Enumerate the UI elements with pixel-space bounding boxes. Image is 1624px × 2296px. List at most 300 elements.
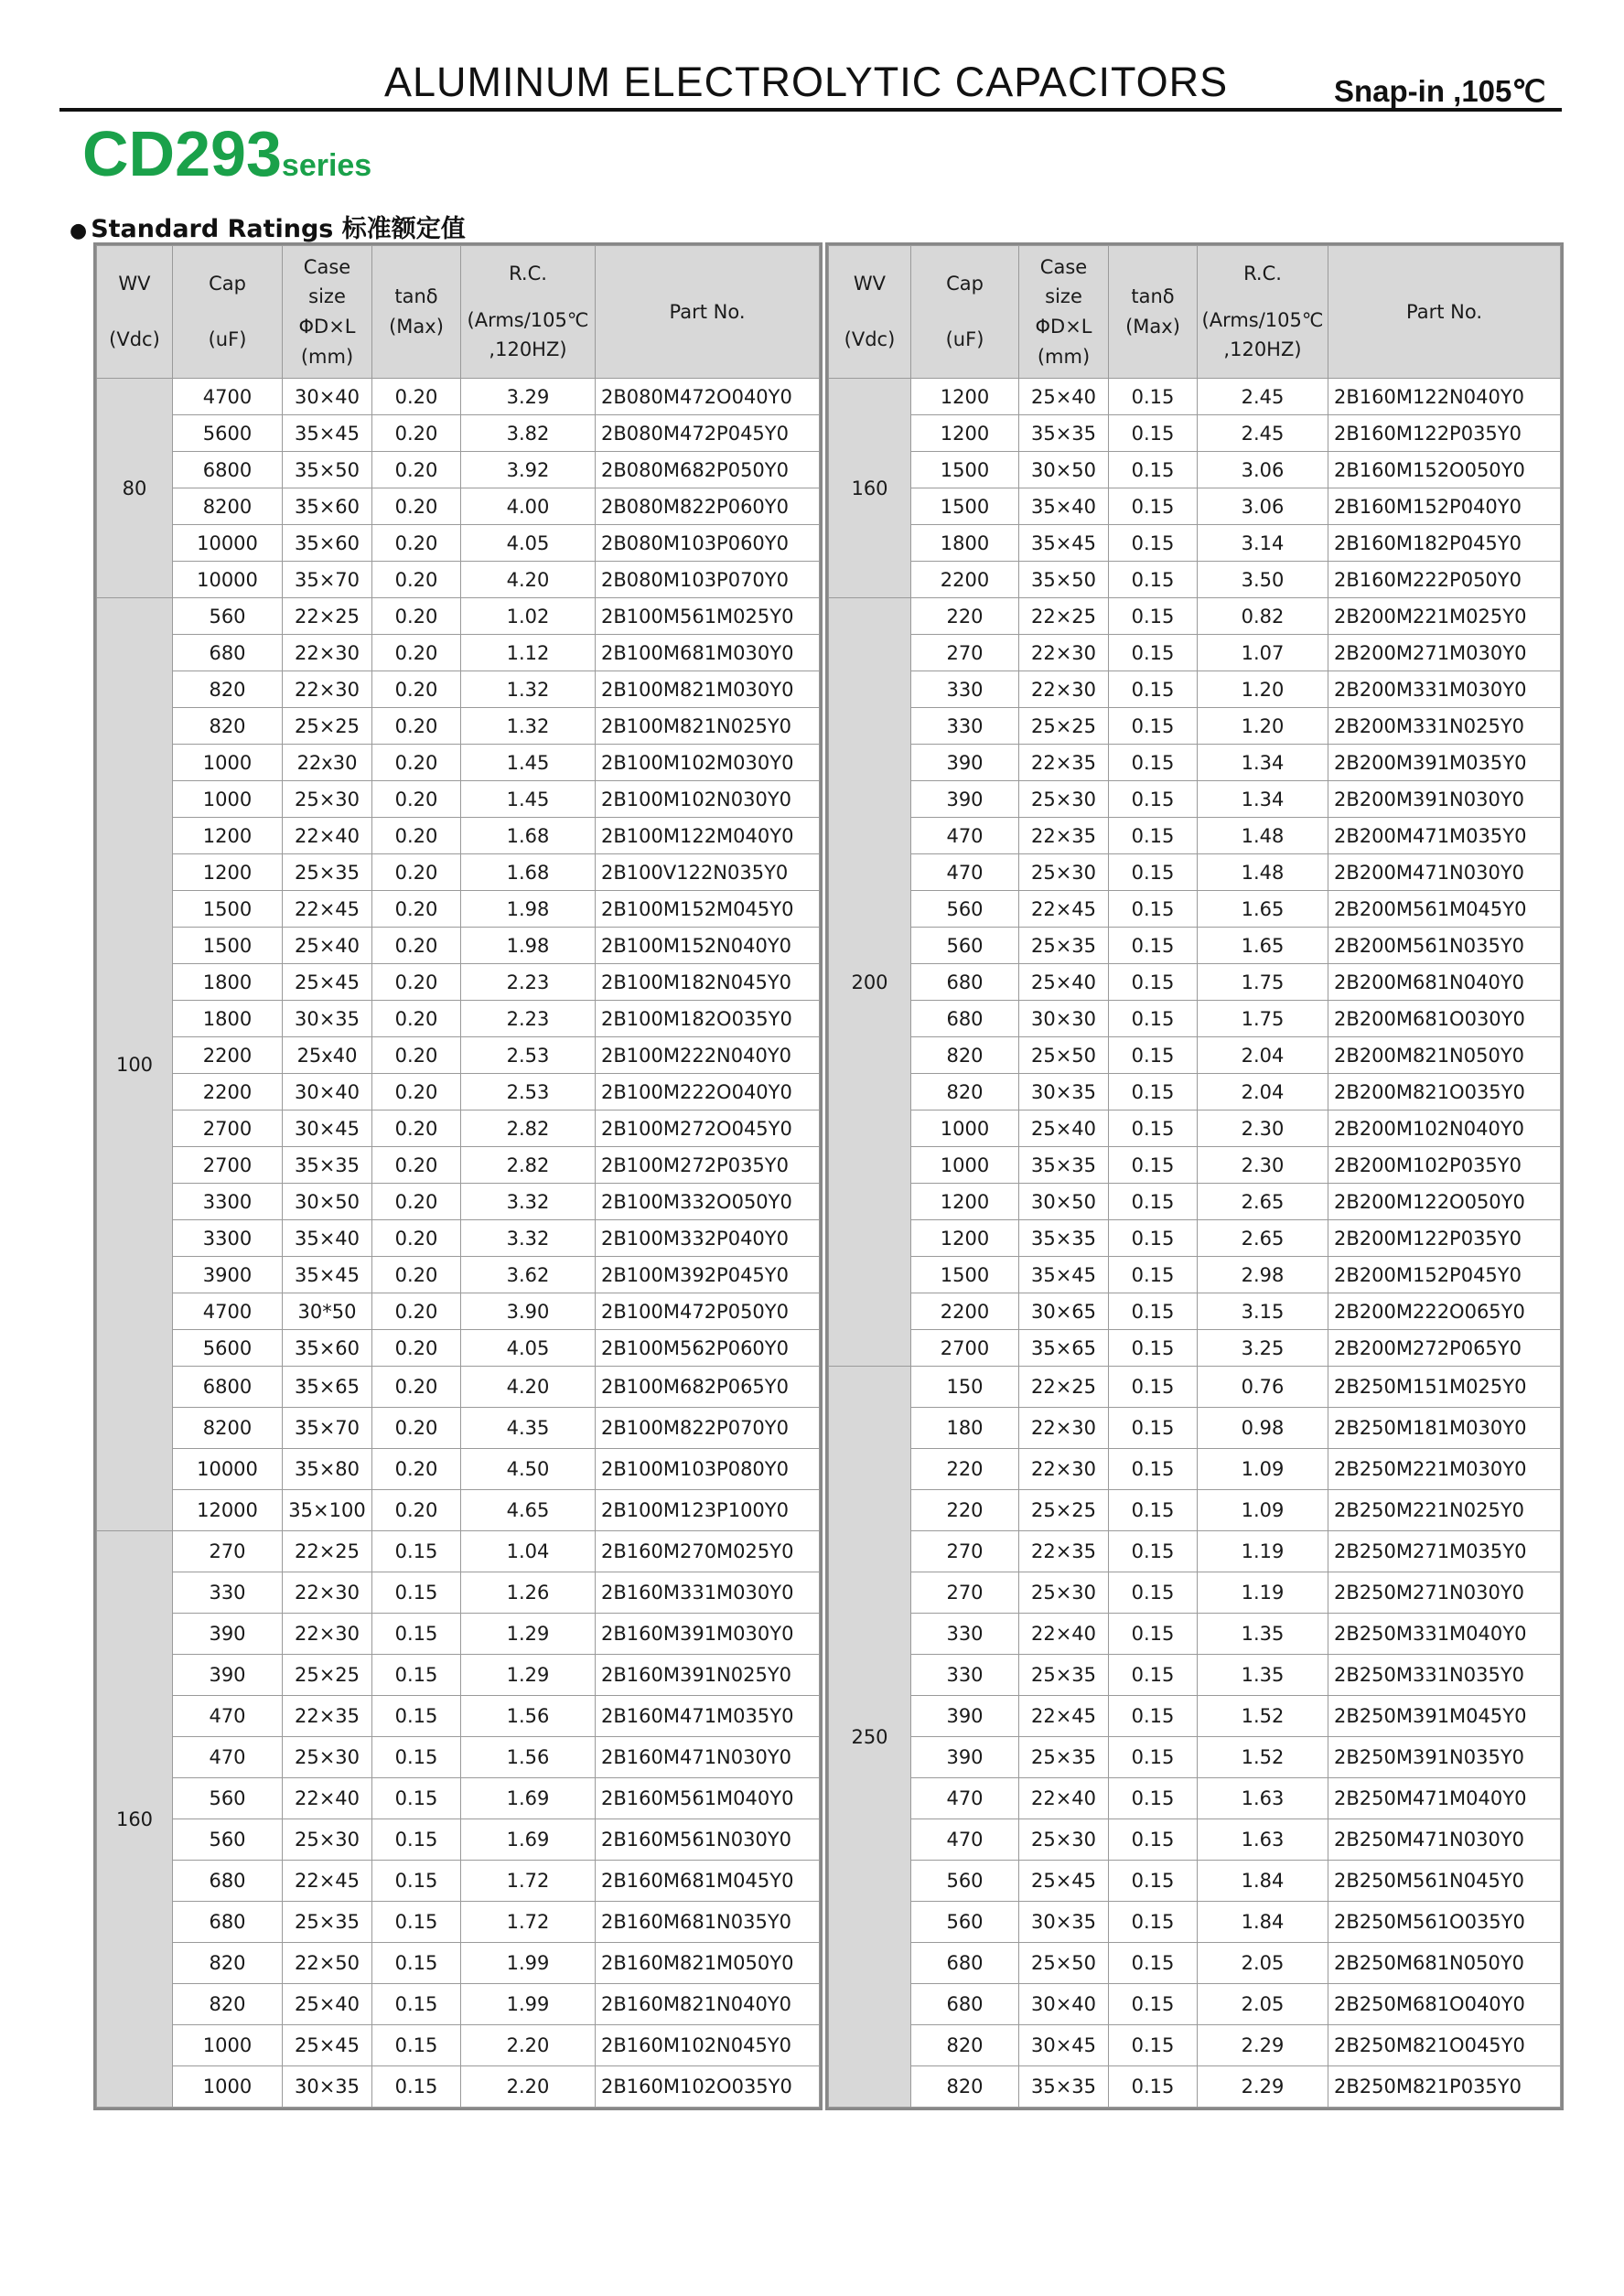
- cap-cell: 1800: [173, 964, 283, 1001]
- table-row: [829, 598, 1561, 635]
- header-cap: Cap (uF): [911, 246, 1019, 379]
- ripple-current-cell: 2.23: [461, 964, 596, 1001]
- table-row: [97, 1330, 820, 1367]
- table-row: [97, 1449, 820, 1490]
- table-row: [829, 1449, 1561, 1490]
- ripple-current-cell: 1.56: [461, 1737, 596, 1778]
- ripple-current-cell: 1.68: [461, 854, 596, 891]
- ripple-current-cell: 1.84: [1198, 1861, 1328, 1902]
- table-row: [829, 635, 1561, 671]
- header-part-no: Part No.: [596, 246, 820, 379]
- ripple-current-cell: 1.48: [1198, 854, 1328, 891]
- case-size-cell: 35×35: [1019, 1147, 1109, 1184]
- tan-delta-cell: 0.15: [1109, 1220, 1198, 1257]
- table-row: [829, 1737, 1561, 1778]
- tan-delta-cell: 0.15: [1109, 964, 1198, 1001]
- cap-cell: 680: [173, 635, 283, 671]
- table-row: [97, 1984, 820, 2025]
- tan-delta-cell: 0.15: [1109, 708, 1198, 745]
- table-row: [97, 781, 820, 818]
- part-no-cell: 2B160M122N040Y0: [1328, 379, 1561, 415]
- wv-cell: 200: [829, 598, 911, 1367]
- cap-cell: 390: [911, 1696, 1019, 1737]
- part-no-cell: 2B160M391N025Y0: [596, 1655, 820, 1696]
- part-no-cell: 2B200M122P035Y0: [1328, 1220, 1561, 1257]
- table-row: [97, 488, 820, 525]
- cap-cell: 1800: [173, 1001, 283, 1037]
- ripple-current-cell: 1.45: [461, 745, 596, 781]
- table-row: [829, 1572, 1561, 1614]
- case-size-cell: 30×35: [283, 2066, 372, 2108]
- cap-cell: 3300: [173, 1220, 283, 1257]
- table-row: [97, 415, 820, 452]
- part-no-cell: 2B250M471N030Y0: [1328, 1819, 1561, 1861]
- case-size-cell: 35×45: [1019, 525, 1109, 562]
- cap-cell: 10000: [173, 1449, 283, 1490]
- case-size-cell: 35×80: [283, 1449, 372, 1490]
- table-row: [97, 379, 820, 415]
- part-no-cell: 2B200M102P035Y0: [1328, 1147, 1561, 1184]
- table-row: [829, 2066, 1561, 2108]
- tan-delta-cell: 0.15: [1109, 1147, 1198, 1184]
- case-size-cell: 25×35: [1019, 1655, 1109, 1696]
- ripple-current-cell: 1.84: [1198, 1902, 1328, 1943]
- ripple-current-cell: 4.05: [461, 525, 596, 562]
- ripple-current-cell: 1.75: [1198, 1001, 1328, 1037]
- tan-delta-cell: 0.15: [1109, 1257, 1198, 1293]
- tan-delta-cell: 0.20: [372, 745, 461, 781]
- cap-cell: 820: [173, 1984, 283, 2025]
- ripple-current-cell: 2.20: [461, 2025, 596, 2066]
- tan-delta-cell: 0.20: [372, 525, 461, 562]
- ripple-current-cell: 1.52: [1198, 1696, 1328, 1737]
- case-size-cell: 35×35: [283, 1147, 372, 1184]
- ripple-current-cell: 1.09: [1198, 1490, 1328, 1531]
- header-tan-delta: tanδ (Max): [372, 246, 461, 379]
- case-size-cell: 22×30: [1019, 1449, 1109, 1490]
- ripple-current-cell: 4.50: [461, 1449, 596, 1490]
- part-no-cell: 2B200M821N050Y0: [1328, 1037, 1561, 1074]
- case-size-cell: 35×50: [1019, 562, 1109, 598]
- ripple-current-cell: 1.07: [1198, 635, 1328, 671]
- part-no-cell: 2B200M122O050Y0: [1328, 1184, 1561, 1220]
- table-row: [829, 1074, 1561, 1110]
- part-no-cell: 2B200M272P065Y0: [1328, 1330, 1561, 1367]
- cap-cell: 1500: [911, 488, 1019, 525]
- cap-cell: 330: [911, 1655, 1019, 1696]
- tan-delta-cell: 0.15: [372, 1655, 461, 1696]
- tan-delta-cell: 0.15: [1109, 415, 1198, 452]
- part-no-cell: 2B200M821O035Y0: [1328, 1074, 1561, 1110]
- case-size-cell: 30×30: [1019, 1001, 1109, 1037]
- part-no-cell: 2B160M270M025Y0: [596, 1531, 820, 1572]
- case-size-cell: 35×45: [283, 1257, 372, 1293]
- cap-cell: 5600: [173, 1330, 283, 1367]
- product-type-tag: Snap-in ,105℃: [1334, 74, 1546, 108]
- ripple-current-cell: 2.82: [461, 1147, 596, 1184]
- case-size-cell: 22×35: [1019, 1531, 1109, 1572]
- cap-cell: 470: [173, 1737, 283, 1778]
- part-no-cell: 2B160M102O035Y0: [596, 2066, 820, 2108]
- table-row: [97, 1293, 820, 1330]
- ripple-current-cell: 4.20: [461, 562, 596, 598]
- part-no-cell: 2B100M332O050Y0: [596, 1184, 820, 1220]
- cap-cell: 2200: [173, 1037, 283, 1074]
- tan-delta-cell: 0.15: [1109, 671, 1198, 708]
- case-size-cell: 35×50: [283, 452, 372, 488]
- case-size-cell: 25×25: [1019, 708, 1109, 745]
- table-row: [97, 891, 820, 928]
- tan-delta-cell: 0.15: [1109, 1001, 1198, 1037]
- tan-delta-cell: 0.15: [1109, 781, 1198, 818]
- part-no-cell: 2B080M472P045Y0: [596, 415, 820, 452]
- case-size-cell: 35×60: [283, 488, 372, 525]
- case-size-cell: 25×30: [283, 1737, 372, 1778]
- case-size-cell: 30×35: [1019, 1074, 1109, 1110]
- table-row: [97, 2025, 820, 2066]
- ripple-current-cell: 1.32: [461, 671, 596, 708]
- ripple-current-cell: 1.69: [461, 1778, 596, 1819]
- tan-delta-cell: 0.20: [372, 1184, 461, 1220]
- table-row: [97, 1184, 820, 1220]
- tan-delta-cell: 0.20: [372, 598, 461, 635]
- table-row: [97, 1001, 820, 1037]
- ripple-current-cell: 3.29: [461, 379, 596, 415]
- ripple-current-cell: 2.29: [1198, 2066, 1328, 2108]
- cap-cell: 6800: [173, 1367, 283, 1408]
- part-no-cell: 2B160M222P050Y0: [1328, 562, 1561, 598]
- table-row: [829, 781, 1561, 818]
- part-no-cell: 2B200M391M035Y0: [1328, 745, 1561, 781]
- ripple-current-cell: 1.19: [1198, 1572, 1328, 1614]
- tan-delta-cell: 0.20: [372, 379, 461, 415]
- table-row: [829, 964, 1561, 1001]
- part-no-cell: 2B250M821P035Y0: [1328, 2066, 1561, 2108]
- tan-delta-cell: 0.20: [372, 854, 461, 891]
- cap-cell: 1000: [173, 745, 283, 781]
- cap-cell: 390: [173, 1655, 283, 1696]
- part-no-cell: 2B250M681N050Y0: [1328, 1943, 1561, 1984]
- tan-delta-cell: 0.15: [1109, 1408, 1198, 1449]
- ripple-current-cell: 4.20: [461, 1367, 596, 1408]
- case-size-cell: 25x40: [283, 1037, 372, 1074]
- cap-cell: 330: [911, 1614, 1019, 1655]
- part-no-cell: 2B100M472P050Y0: [596, 1293, 820, 1330]
- case-size-cell: 35×40: [1019, 488, 1109, 525]
- part-no-cell: 2B200M391N030Y0: [1328, 781, 1561, 818]
- tan-delta-cell: 0.15: [372, 2025, 461, 2066]
- cap-cell: 560: [911, 1861, 1019, 1902]
- part-no-cell: 2B250M221N025Y0: [1328, 1490, 1561, 1531]
- case-size-cell: 30×40: [283, 1074, 372, 1110]
- table-row: [829, 452, 1561, 488]
- cap-cell: 2700: [173, 1147, 283, 1184]
- table-row: [829, 1001, 1561, 1037]
- table-row: [829, 562, 1561, 598]
- case-size-cell: 22×30: [1019, 635, 1109, 671]
- cap-cell: 390: [173, 1614, 283, 1655]
- part-no-cell: 2B100V122N035Y0: [596, 854, 820, 891]
- cap-cell: 680: [911, 964, 1019, 1001]
- part-no-cell: 2B200M331N025Y0: [1328, 708, 1561, 745]
- tan-delta-cell: 0.15: [1109, 1074, 1198, 1110]
- case-size-cell: 25×35: [283, 1902, 372, 1943]
- cap-cell: 10000: [173, 525, 283, 562]
- tan-delta-cell: 0.15: [372, 1531, 461, 1572]
- ripple-current-cell: 3.82: [461, 415, 596, 452]
- tan-delta-cell: 0.15: [1109, 1293, 1198, 1330]
- table-row: [829, 379, 1561, 415]
- part-no-cell: 2B200M471N030Y0: [1328, 854, 1561, 891]
- case-size-cell: 35×35: [1019, 2066, 1109, 2108]
- case-size-cell: 25×40: [1019, 1110, 1109, 1147]
- cap-cell: 1200: [911, 415, 1019, 452]
- tan-delta-cell: 0.20: [372, 635, 461, 671]
- ripple-current-cell: 1.19: [1198, 1531, 1328, 1572]
- part-no-cell: 2B100M102M030Y0: [596, 745, 820, 781]
- table-row: [97, 1696, 820, 1737]
- table-row: [829, 525, 1561, 562]
- part-no-cell: 2B160M471M035Y0: [596, 1696, 820, 1737]
- ripple-current-cell: 1.29: [461, 1655, 596, 1696]
- part-no-cell: 2B250M471M040Y0: [1328, 1778, 1561, 1819]
- table-row: [97, 452, 820, 488]
- ripple-current-cell: 4.35: [461, 1408, 596, 1449]
- case-size-cell: 35×35: [1019, 1220, 1109, 1257]
- tan-delta-cell: 0.20: [372, 1110, 461, 1147]
- case-size-cell: 22×30: [283, 635, 372, 671]
- table-row: [97, 2066, 820, 2108]
- table-row: [97, 1943, 820, 1984]
- part-no-cell: 2B160M331M030Y0: [596, 1572, 820, 1614]
- case-size-cell: 25×30: [1019, 1819, 1109, 1861]
- table-row: [97, 818, 820, 854]
- case-size-cell: 25×30: [1019, 781, 1109, 818]
- ripple-current-cell: 3.50: [1198, 562, 1328, 598]
- table-row: [97, 1220, 820, 1257]
- case-size-cell: 22x30: [283, 745, 372, 781]
- ripple-current-cell: 1.04: [461, 1531, 596, 1572]
- cap-cell: 820: [911, 1074, 1019, 1110]
- tan-delta-cell: 0.15: [1109, 452, 1198, 488]
- case-size-cell: 30×50: [283, 1184, 372, 1220]
- part-no-cell: 2B160M681N035Y0: [596, 1902, 820, 1943]
- case-size-cell: 22×25: [1019, 598, 1109, 635]
- part-no-cell: 2B100M272O045Y0: [596, 1110, 820, 1147]
- ripple-current-cell: 4.05: [461, 1330, 596, 1367]
- ripple-current-cell: 1.34: [1198, 745, 1328, 781]
- cap-cell: 1200: [911, 379, 1019, 415]
- ripple-current-cell: 1.52: [1198, 1737, 1328, 1778]
- tan-delta-cell: 0.15: [1109, 818, 1198, 854]
- tan-delta-cell: 0.15: [1109, 598, 1198, 635]
- header-wv: WV (Vdc): [97, 246, 173, 379]
- tan-delta-cell: 0.15: [1109, 1110, 1198, 1147]
- table-row: [829, 1184, 1561, 1220]
- cap-cell: 560: [173, 598, 283, 635]
- ripple-current-cell: 2.05: [1198, 1943, 1328, 1984]
- tan-delta-cell: 0.15: [1109, 1614, 1198, 1655]
- tan-delta-cell: 0.15: [372, 1902, 461, 1943]
- part-no-cell: 2B250M221M030Y0: [1328, 1449, 1561, 1490]
- part-no-cell: 2B160M821M050Y0: [596, 1943, 820, 1984]
- part-no-cell: 2B160M182P045Y0: [1328, 525, 1561, 562]
- table-row: [829, 1984, 1561, 2025]
- tan-delta-cell: 0.20: [372, 452, 461, 488]
- tan-delta-cell: 0.15: [1109, 1367, 1198, 1408]
- ripple-current-cell: 2.53: [461, 1074, 596, 1110]
- table-row: [829, 1861, 1561, 1902]
- ripple-current-cell: 2.05: [1198, 1984, 1328, 2025]
- case-size-cell: 25×25: [1019, 1490, 1109, 1531]
- cap-cell: 5600: [173, 415, 283, 452]
- ripple-current-cell: 1.45: [461, 781, 596, 818]
- tan-delta-cell: 0.15: [372, 2066, 461, 2108]
- part-no-cell: 2B200M471M035Y0: [1328, 818, 1561, 854]
- table-row: [97, 1074, 820, 1110]
- ripple-current-cell: 1.72: [461, 1902, 596, 1943]
- table-row: [97, 745, 820, 781]
- part-no-cell: 2B100M821M030Y0: [596, 671, 820, 708]
- case-size-cell: 22×45: [283, 891, 372, 928]
- section-title: Standard Ratings 标准额定值: [91, 215, 466, 243]
- ripple-current-cell: 1.29: [461, 1614, 596, 1655]
- table-row: [97, 525, 820, 562]
- ripple-current-cell: 1.35: [1198, 1655, 1328, 1696]
- case-size-cell: 30×65: [1019, 1293, 1109, 1330]
- tan-delta-cell: 0.15: [1109, 1449, 1198, 1490]
- cap-cell: 4700: [173, 1293, 283, 1330]
- part-no-cell: 2B080M103P060Y0: [596, 525, 820, 562]
- ripple-current-cell: 1.75: [1198, 964, 1328, 1001]
- cap-cell: 8200: [173, 1408, 283, 1449]
- ripple-current-cell: 3.32: [461, 1184, 596, 1220]
- case-size-cell: 22×30: [283, 1614, 372, 1655]
- ripple-current-cell: 2.30: [1198, 1110, 1328, 1147]
- tan-delta-cell: 0.15: [1109, 1655, 1198, 1696]
- cap-cell: 180: [911, 1408, 1019, 1449]
- ripple-current-cell: 3.90: [461, 1293, 596, 1330]
- series-suffix: series: [281, 148, 372, 183]
- table-row: [97, 1778, 820, 1819]
- ripple-current-cell: 1.20: [1198, 671, 1328, 708]
- part-no-cell: 2B080M822P060Y0: [596, 488, 820, 525]
- tan-delta-cell: 0.20: [372, 1408, 461, 1449]
- case-size-cell: 35×100: [283, 1490, 372, 1531]
- part-no-cell: 2B200M561M045Y0: [1328, 891, 1561, 928]
- tan-delta-cell: 0.15: [372, 1943, 461, 1984]
- ripple-current-cell: 2.98: [1198, 1257, 1328, 1293]
- cap-cell: 820: [173, 708, 283, 745]
- cap-cell: 2200: [911, 562, 1019, 598]
- tan-delta-cell: 0.20: [372, 964, 461, 1001]
- cap-cell: 390: [911, 781, 1019, 818]
- wv-cell: 100: [97, 598, 173, 1531]
- part-no-cell: 2B160M561M040Y0: [596, 1778, 820, 1819]
- cap-cell: 1000: [173, 2066, 283, 2108]
- cap-cell: 2700: [173, 1110, 283, 1147]
- ripple-current-cell: 3.62: [461, 1257, 596, 1293]
- document-title: ALUMINUM ELECTROLYTIC CAPACITORS: [384, 59, 1229, 105]
- tan-delta-cell: 0.20: [372, 488, 461, 525]
- part-no-cell: 2B100M821N025Y0: [596, 708, 820, 745]
- series-title: [82, 117, 371, 190]
- table-row: [97, 562, 820, 598]
- cap-cell: 470: [911, 1778, 1019, 1819]
- tan-delta-cell: 0.15: [1109, 854, 1198, 891]
- case-size-cell: 25×50: [1019, 1037, 1109, 1074]
- cap-cell: 270: [911, 1572, 1019, 1614]
- cap-cell: 270: [911, 1531, 1019, 1572]
- table-row: [97, 1110, 820, 1147]
- cap-cell: 470: [911, 1819, 1019, 1861]
- cap-cell: 560: [911, 891, 1019, 928]
- table-row: [829, 1902, 1561, 1943]
- table-row: [829, 1614, 1561, 1655]
- ripple-current-cell: 2.45: [1198, 415, 1328, 452]
- case-size-cell: 25×30: [1019, 854, 1109, 891]
- ripple-current-cell: 1.63: [1198, 1819, 1328, 1861]
- tan-delta-cell: 0.20: [372, 671, 461, 708]
- table-row: [97, 1257, 820, 1293]
- cap-cell: 3300: [173, 1184, 283, 1220]
- table-row: [97, 1408, 820, 1449]
- table-row: [97, 598, 820, 635]
- ripple-current-cell: 1.26: [461, 1572, 596, 1614]
- part-no-cell: 2B100M222O040Y0: [596, 1074, 820, 1110]
- part-no-cell: 2B200M152P045Y0: [1328, 1257, 1561, 1293]
- case-size-cell: 30×45: [283, 1110, 372, 1147]
- table-row: [829, 745, 1561, 781]
- case-size-cell: 35×70: [283, 562, 372, 598]
- cap-cell: 470: [911, 854, 1019, 891]
- section-heading: [70, 209, 466, 244]
- cap-cell: 1500: [911, 452, 1019, 488]
- ratings-table-left: [96, 245, 820, 2108]
- part-no-cell: 2B160M561N030Y0: [596, 1819, 820, 1861]
- table-row: [829, 1408, 1561, 1449]
- ripple-current-cell: 0.82: [1198, 598, 1328, 635]
- ripple-current-cell: 0.98: [1198, 1408, 1328, 1449]
- table-row: [829, 818, 1561, 854]
- tan-delta-cell: 0.15: [372, 1984, 461, 2025]
- table-row: [829, 1037, 1561, 1074]
- table-row: [97, 1572, 820, 1614]
- table-row: [97, 1037, 820, 1074]
- part-no-cell: 2B160M681M045Y0: [596, 1861, 820, 1902]
- case-size-cell: 22×35: [1019, 745, 1109, 781]
- tan-delta-cell: 0.15: [1109, 891, 1198, 928]
- cap-cell: 680: [173, 1861, 283, 1902]
- part-no-cell: 2B080M472O040Y0: [596, 379, 820, 415]
- header-ripple-current: R.C. (Arms/105℃ ,120HZ): [1198, 246, 1328, 379]
- table-row: [97, 635, 820, 671]
- case-size-cell: 25×45: [1019, 1861, 1109, 1902]
- table-row: [829, 1110, 1561, 1147]
- table-row: [829, 2025, 1561, 2066]
- table-row: [829, 1819, 1561, 1861]
- cap-cell: 2700: [911, 1330, 1019, 1367]
- table-row: [97, 1655, 820, 1696]
- ripple-current-cell: 1.02: [461, 598, 596, 635]
- tan-delta-cell: 0.15: [1109, 1861, 1198, 1902]
- ripple-current-cell: 1.99: [461, 1984, 596, 2025]
- cap-cell: 1800: [911, 525, 1019, 562]
- table-row: [829, 1943, 1561, 1984]
- table-row: [97, 1902, 820, 1943]
- header-wv: WV (Vdc): [829, 246, 911, 379]
- cap-cell: 1000: [911, 1110, 1019, 1147]
